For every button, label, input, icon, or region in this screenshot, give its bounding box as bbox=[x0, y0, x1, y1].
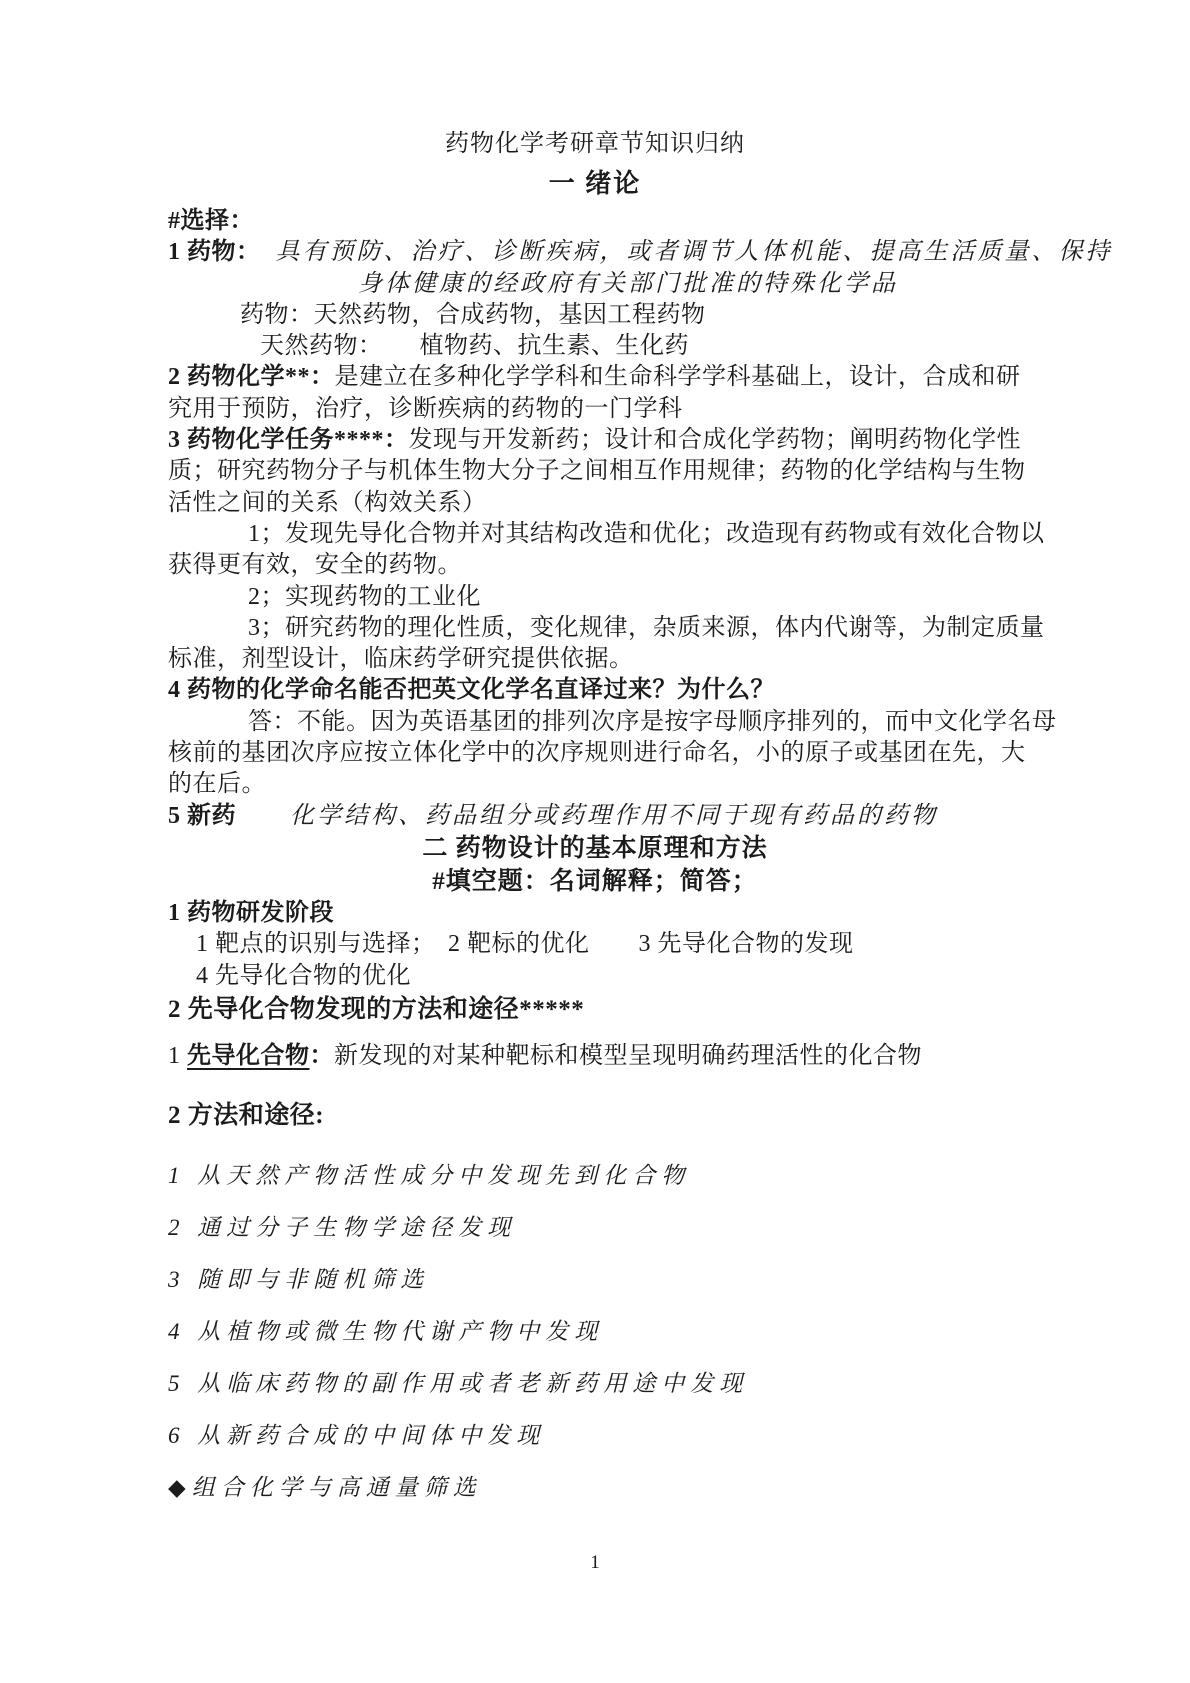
method-5-run-0: 5 从临床药物的副作用或者老新药用途中发现 bbox=[168, 1371, 749, 1397]
method-combinatorial bbox=[168, 1476, 1022, 1500]
item-3-tasks-run-1: 发现与开发新药；设计和合成化学药物；阐明药物化学性 bbox=[408, 427, 1021, 454]
section-1-heading bbox=[168, 162, 1022, 206]
item-3-tasks-run-0: 3 药物化学任务****： bbox=[168, 427, 409, 454]
task-3-cont-run-0: 标准，剂型设计，临床药学研究提供依据。 bbox=[168, 646, 634, 673]
item-4-answer-cont-1 bbox=[168, 738, 1026, 769]
rd-stages-line-2-run-0: 4 先导化合物的优化 bbox=[196, 962, 411, 989]
item-3-tasks-cont-2 bbox=[168, 488, 1022, 519]
item-3-tasks-cont-2-run-0: 活性之间的关系（构效关系） bbox=[168, 489, 487, 516]
task-1 bbox=[168, 519, 1045, 550]
task-3 bbox=[168, 613, 1045, 644]
item-2-medchem bbox=[168, 362, 1022, 393]
method-2 bbox=[168, 1216, 1022, 1240]
task-3-cont bbox=[168, 644, 1022, 675]
rd-stages-heading-run-0: 1 药物研发阶段 bbox=[168, 899, 334, 926]
task-3-run-0: 3；研究药物的理化性质，变化规律，杂质来源，体内代谢等，为制定质量 bbox=[248, 614, 1045, 641]
methods-heading bbox=[168, 1098, 1022, 1133]
method-5 bbox=[168, 1372, 1022, 1396]
item-2-medchem-run-0: 2 药物化学**： bbox=[168, 364, 335, 391]
lead-compound-definition-run-1: 先导化合物 bbox=[187, 1042, 310, 1069]
section-2-heading bbox=[168, 832, 1022, 866]
item-3-tasks-cont-1-run-0: 质；研究药物分子与机体生物大分子之间相互作用规律；药物的化学结构与生物 bbox=[168, 458, 1026, 485]
drug-types bbox=[168, 300, 1022, 331]
item-1-drug-cont-run-0: 身体健康的经政府有关部门批准的特殊化学品 bbox=[358, 270, 898, 297]
section-2-subheading bbox=[168, 866, 1022, 898]
item-5-newdrug bbox=[168, 801, 1022, 832]
method-4 bbox=[168, 1320, 1022, 1344]
item-1-drug bbox=[168, 237, 1113, 268]
method-combinatorial-run-0: ◆组合化学与高通量筛选 bbox=[168, 1475, 482, 1501]
natural-drug-types bbox=[168, 331, 1022, 362]
task-1-cont bbox=[168, 550, 1022, 581]
rd-stages-line-1 bbox=[168, 929, 1022, 960]
doc-title bbox=[168, 126, 1022, 162]
section-2-subheading-run-0: #填空题：名词解释；简答； bbox=[432, 867, 758, 895]
item-2-medchem-run-1: 是建立在多种化学学科和生命科学学科基础上，设计，合成和研 bbox=[334, 364, 1021, 391]
item-4-answer-cont-2-run-0: 的在后。 bbox=[168, 771, 266, 798]
section-2-heading-run-0: 二 药物设计的基本原理和方法 bbox=[422, 834, 768, 862]
item-3-tasks-cont-1 bbox=[168, 456, 1026, 487]
item-4-answer-run-0: 答：不能。因为英语基团的排列次序是按字母顺序排列的，而中文化学名母 bbox=[248, 708, 1057, 735]
item-2-medchem-cont bbox=[168, 394, 1022, 425]
item-4-question-run-0: 4 药物的化学命名能否把英文化学名直译过来？为什么？ bbox=[168, 677, 775, 704]
task-2-run-0: 2；实现药物的工业化 bbox=[248, 583, 481, 610]
doc-title-run-0: 药物化学考研章节知识归纳 bbox=[445, 131, 745, 157]
method-2-run-0: 2 通过分子生物学途径发现 bbox=[168, 1215, 517, 1241]
drug-types-run-0: 药物：天然药物，合成药物，基因工程药物 bbox=[240, 301, 706, 328]
lead-discovery-heading bbox=[168, 992, 1022, 1027]
natural-drug-types-run-0: 天然药物： 植物药、抗生素、生化药 bbox=[260, 333, 689, 360]
lead-compound-definition-run-3: 新发现的对某种靶标和模型呈现明确药理活性的化合物 bbox=[334, 1042, 922, 1069]
rd-stages-heading bbox=[168, 898, 1022, 929]
page-number: 1 bbox=[590, 1552, 600, 1573]
task-1-run-0: 1；发现先导化合物并对其结构改造和优化；改造现有药物或有效化合物以 bbox=[248, 520, 1045, 547]
item-1-drug-run-1: 具有预防、治疗、诊断疾病，或者调节人体机能、提高生活质量、保持 bbox=[248, 239, 1113, 266]
rd-stages-line-2 bbox=[168, 961, 1022, 992]
item-4-question bbox=[168, 675, 1022, 706]
item-3-tasks bbox=[168, 425, 1022, 456]
method-6-run-0: 6 从新药合成的中间体中发现 bbox=[168, 1423, 546, 1449]
section-1-heading-run-0: 一 绪论 bbox=[548, 169, 642, 198]
item-4-answer-cont-2 bbox=[168, 769, 1022, 800]
method-1 bbox=[168, 1164, 1022, 1188]
lead-discovery-heading-run-0: 2 先导化合物发现的方法和途径***** bbox=[168, 995, 585, 1023]
item-2-medchem-cont-run-0: 究用于预防，治疗，诊断疾病的药物的一门学科 bbox=[168, 395, 683, 422]
select-label bbox=[168, 206, 1022, 237]
method-6 bbox=[168, 1424, 1022, 1448]
item-4-answer bbox=[168, 707, 1057, 738]
task-2 bbox=[168, 582, 1022, 613]
method-3-run-0: 3 随即与非随机筛选 bbox=[168, 1267, 430, 1293]
rd-stages-line-1-run-0: 1 靶点的识别与选择； 2 靶标的优化 3 先导化合物的发现 bbox=[196, 931, 854, 958]
item-1-drug-cont bbox=[168, 269, 1022, 300]
method-1-run-0: 1 从天然产物活性成分中发现先到化合物 bbox=[168, 1163, 691, 1189]
item-1-drug-run-0: 1 药物： bbox=[168, 239, 249, 266]
item-5-newdrug-run-0: 5 新药 bbox=[168, 802, 236, 829]
lead-compound-definition-run-2: ： bbox=[309, 1042, 334, 1069]
method-3 bbox=[168, 1268, 1022, 1292]
lead-compound-definition-run-0: 1 bbox=[168, 1042, 187, 1069]
lead-compound-definition bbox=[168, 1041, 1022, 1072]
method-4-run-0: 4 从植物或微生物代谢产物中发现 bbox=[168, 1319, 604, 1345]
select-label-run-0: #选择： bbox=[168, 208, 254, 234]
item-4-answer-cont-1-run-0: 核前的基团次序应按立体化学中的次序规则进行命名，小的原子或基团在先，大 bbox=[168, 740, 1026, 767]
methods-heading-run-0: 2 方法和途径: bbox=[168, 1102, 325, 1130]
item-5-newdrug-run-1: 化学结构、药品组分或药理作用不同于现有药品的药物 bbox=[236, 802, 938, 829]
task-1-cont-run-0: 获得更有效，安全的药物。 bbox=[168, 552, 462, 579]
